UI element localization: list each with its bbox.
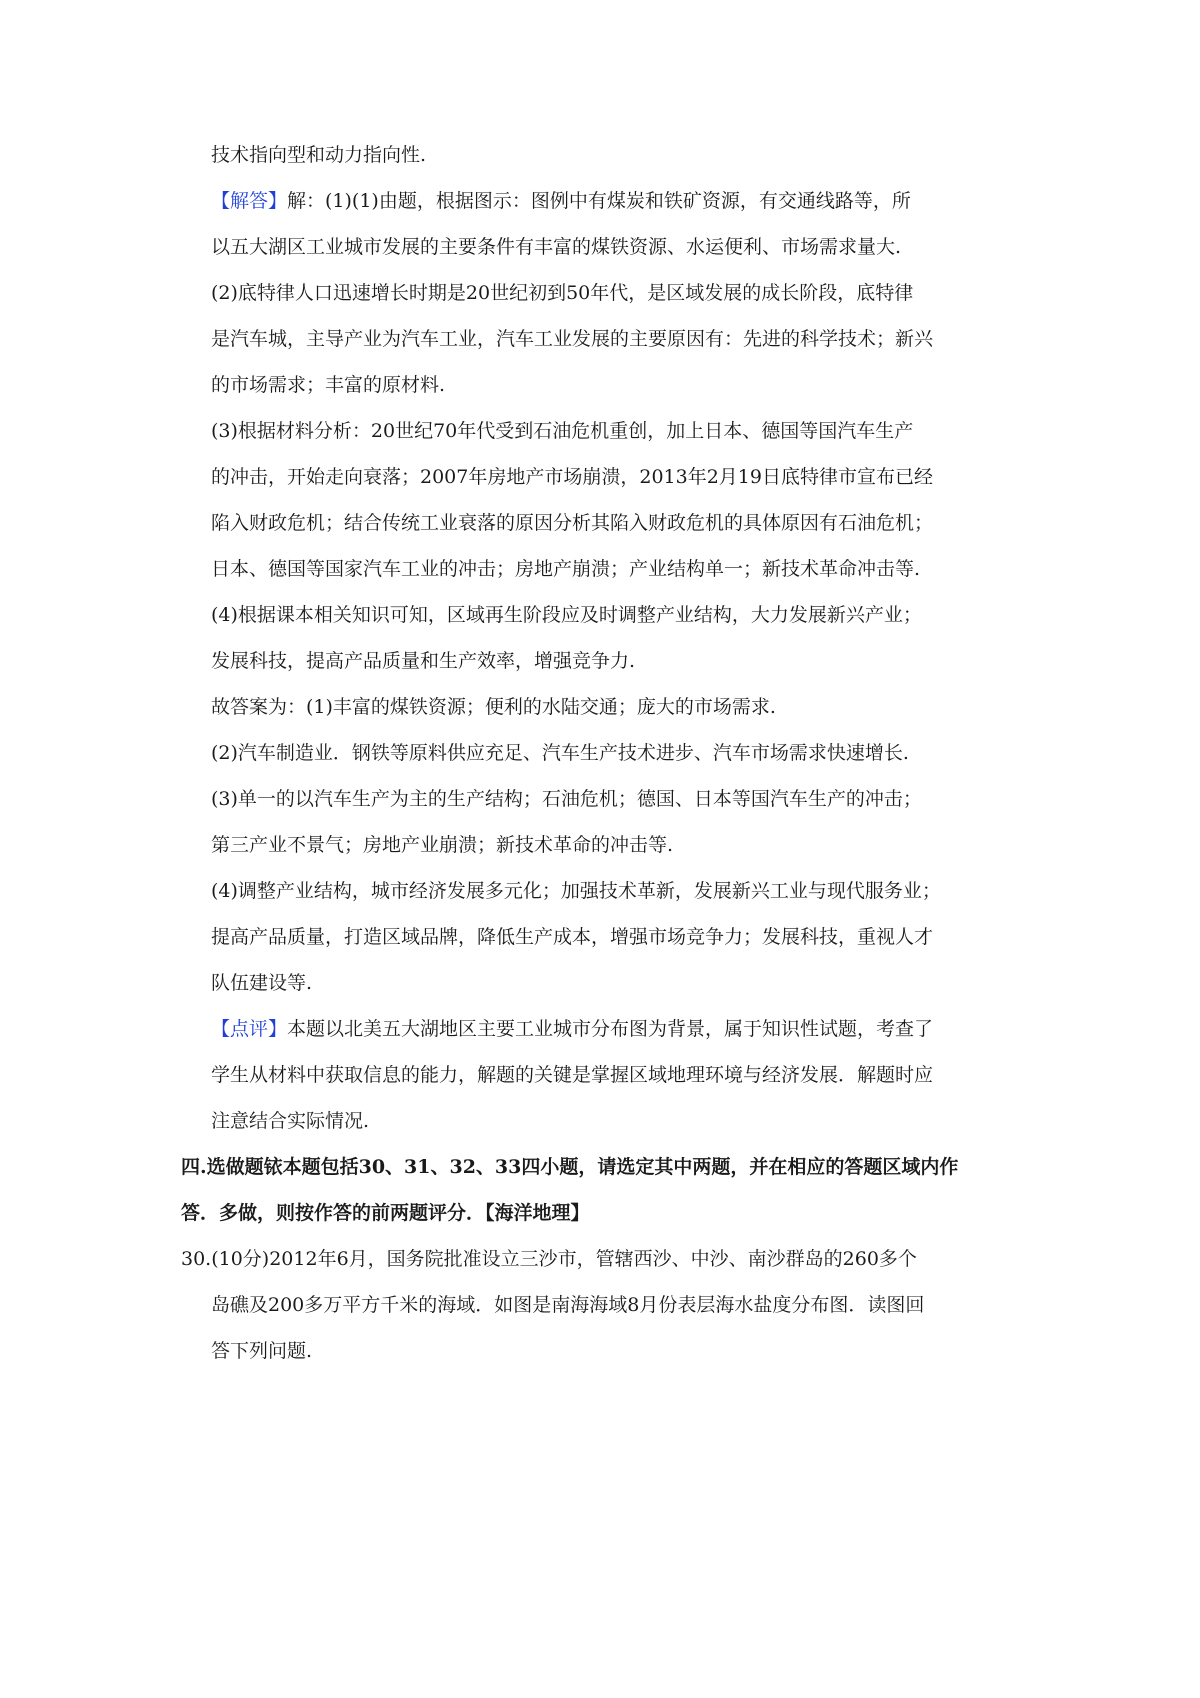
answer-line: 日本、德国等国家汽车工业的冲击；房地产崩溃；产业结构单一；新技术革命冲击等. xyxy=(211,558,921,580)
question-text: 答下列问题. xyxy=(211,1340,313,1362)
question-text: 30.(10分)2012年6月，国务院批准设立三沙市，管辖西沙、中沙、南沙群岛的260多个 xyxy=(181,1248,917,1270)
section-heading: 答．多做，则按作答的前两题评分．【海洋地理】 xyxy=(181,1202,590,1224)
answer-text: 解：(1)(1)由题，根据图示：图例中有煤炭和铁矿资源，有交通线路等，所 xyxy=(287,190,911,212)
answer-line: 提高产品质量，打造区域品牌，降低生产成本，增强市场竞争力；发展科技，重视人才 xyxy=(211,926,934,948)
comment-line: 注意结合实际情况. xyxy=(211,1110,370,1132)
answer-line: (4)调整产业结构，城市经济发展多元化；加强技术革新，发展新兴工业与现代服务业； xyxy=(211,880,941,902)
answer-tag: 【解答】 xyxy=(211,190,288,212)
answer-line: 陷入财政危机；结合传统工业衰落的原因分析其陷入财政危机的具体原因有石油危机； xyxy=(211,512,934,534)
comment-line: 学生从材料中获取信息的能力，解题的关键是掌握区域地理环境与经济发展．解题时应 xyxy=(211,1064,934,1086)
answer-line: 发展科技，提高产品质量和生产效率，增强竞争力. xyxy=(211,650,636,672)
answer-line: 队伍建设等. xyxy=(211,972,313,994)
comment-text: 本题以北美五大湖地区主要工业城市分布图为背景，属于知识性试题，考查了 xyxy=(287,1018,934,1040)
intro-line: 技术指向型和动力指向性. xyxy=(211,144,427,166)
comment-line xyxy=(211,1016,933,1042)
comment-tag: 【点评】 xyxy=(211,1018,288,1040)
answer-line xyxy=(211,188,911,214)
question-text: 岛礁及200多万平方千米的海域．如图是南海海域8月份表层海水盐度分布图．读图回 xyxy=(211,1294,925,1316)
answer-line: 的市场需求；丰富的原材料. xyxy=(211,374,446,396)
answer-line: (3)根据材料分析：20世纪70年代受到石油危机重创，加上日本、德国等国汽车生产 xyxy=(211,420,914,442)
answer-line: (4)根据课本相关知识可知，区域再生阶段应及时调整产业结构，大力发展新兴产业； xyxy=(211,604,922,626)
answer-line: 第三产业不景气；房地产业崩溃；新技术革命的冲击等. xyxy=(211,834,674,856)
answer-line: 以五大湖区工业城市发展的主要条件有丰富的煤铁资源、水运便利、市场需求量大. xyxy=(211,236,902,258)
answer-line: 故答案为：(1)丰富的煤铁资源；便利的水陆交通；庞大的市场需求. xyxy=(211,696,776,718)
answer-line: (2)底特律人口迅速增长时期是20世纪初到50年代，是区域发展的成长阶段，底特律 xyxy=(211,282,914,304)
section-heading: 四.选做题铱本题包括30、31、32、33四小题，请选定其中两题，并在相应的答题区域内作 xyxy=(181,1156,959,1178)
answer-line: 的冲击，开始走向衰落；2007年房地产市场崩溃，2013年2月19日底特律市宣布已经 xyxy=(211,466,933,488)
answer-line: 是汽车城，主导产业为汽车工业，汽车工业发展的主要原因有：先进的科学技术；新兴 xyxy=(211,328,934,350)
answer-line: (3)单一的以汽车生产为主的生产结构；石油危机；德国、日本等国汽车生产的冲击； xyxy=(211,788,922,810)
answer-line: (2)汽车制造业．钢铁等原料供应充足、汽车生产技术进步、汽车市场需求快速增长. xyxy=(211,742,909,764)
